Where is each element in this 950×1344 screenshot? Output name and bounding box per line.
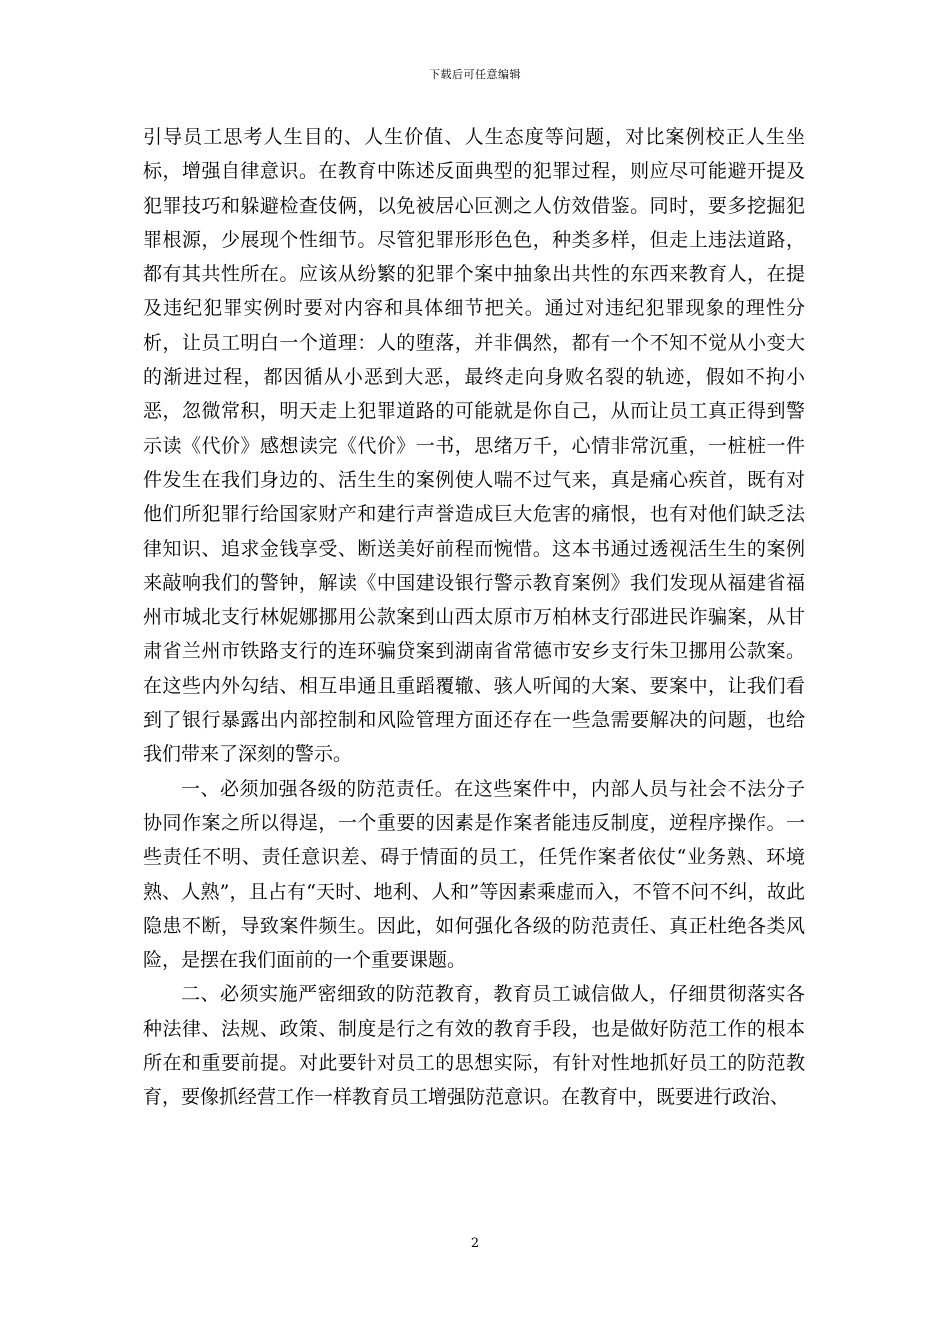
document-body	[143, 120, 805, 1115]
page-number: 2	[470, 1236, 480, 1251]
paragraph-continuation: 引导员工思考人生目的、人生价值、人生态度等问题，对比案例校正人生坐标，增强自律意识。在教育中陈述反面典型的犯罪过程，则应尽可能避开提及犯罪技巧和躲避检查伎俩，以免被居心叵测之人仿效借鉴。同时，要多挖掘犯罪根源，少展现个性细节。尽管犯罪形形色色，种类多样，但走上违法道路，都有其共性所在。应该从纷繁的犯罪个案中抽象出共性的东西来教育人，在提及违纪犯罪实例时要对内容和具体细节把关。通过对违纪犯罪现象的理性分析，让员工明白一个道理：人的堕落，并非偶然，都有一个不知不觉从小变大的渐进过程，都因循从小恶到大恶，最终走向身败名裂的轨迹，假如不拘小恶，忽微常积，明天走上犯罪道路的可能就是你自己，从而让员工真正得到警示读《代价》感想读完《代价》一书，思绪万千，心情非常沉重，一桩桩一件件发生在我们身边的、活生生的案例使人喘不过气来，真是痛心疾首，既有对他们所犯罪行给国家财产和建行声誉造成巨大危害的痛恨，也有对他们缺乏法律知识、追求金钱享受、断送美好前程而惋惜。这本书通过透视活生生的案例来敲响我们的警钟，解读《中国建设银行警示教育案例》我们发现从福建省福州市城北支行林妮娜挪用公款案到山西太原市万柏林支行邵进民诈骗案，从甘肃省兰州市铁路支行的连环骗贷案到湖南省常德市安乡支行朱卫挪用公款案。在这些内外勾结、相互串通且重蹈覆辙、骇人听闻的大案、要案中，让我们看到了银行暴露出内部控制和风险管理方面还存在一些急需要解决的问题，也给我们带来了深刻的警示。	[143, 126, 805, 766]
paragraph-point-two: 二、必须实施严密细致的防范教育，教育员工诚信做人，仔细贯彻落实各种法律、法规、政策、制度是行之有效的教育手段，也是做好防范工作的根本所在和重要前提。对此要针对员工的思想实际，有针对性地抓好员工的防范教育，要像抓经营工作一样教育员工增强防范意识。在教育中，既要进行政治、	[143, 983, 805, 1109]
page-header: 下载后可任意编辑	[429, 68, 521, 81]
paragraph-point-one: 一、必须加强各级的防范责任。在这些案件中，内部人员与社会不法分子协同作案之所以得逞，一个重要的因素是作案者能违反制度，逆程序操作。一些责任不明、责任意识差、碍于情面的员工，任凭作案者依仗“业务熟、环境熟、人熟”，且占有“天时、地利、人和”等因素乘虚而入，不管不问不纠，故此隐患不断，导致案件频生。因此，如何强化各级的防范责任、真正杜绝各类风险，是摆在我们面前的一个重要课题。	[143, 777, 805, 972]
